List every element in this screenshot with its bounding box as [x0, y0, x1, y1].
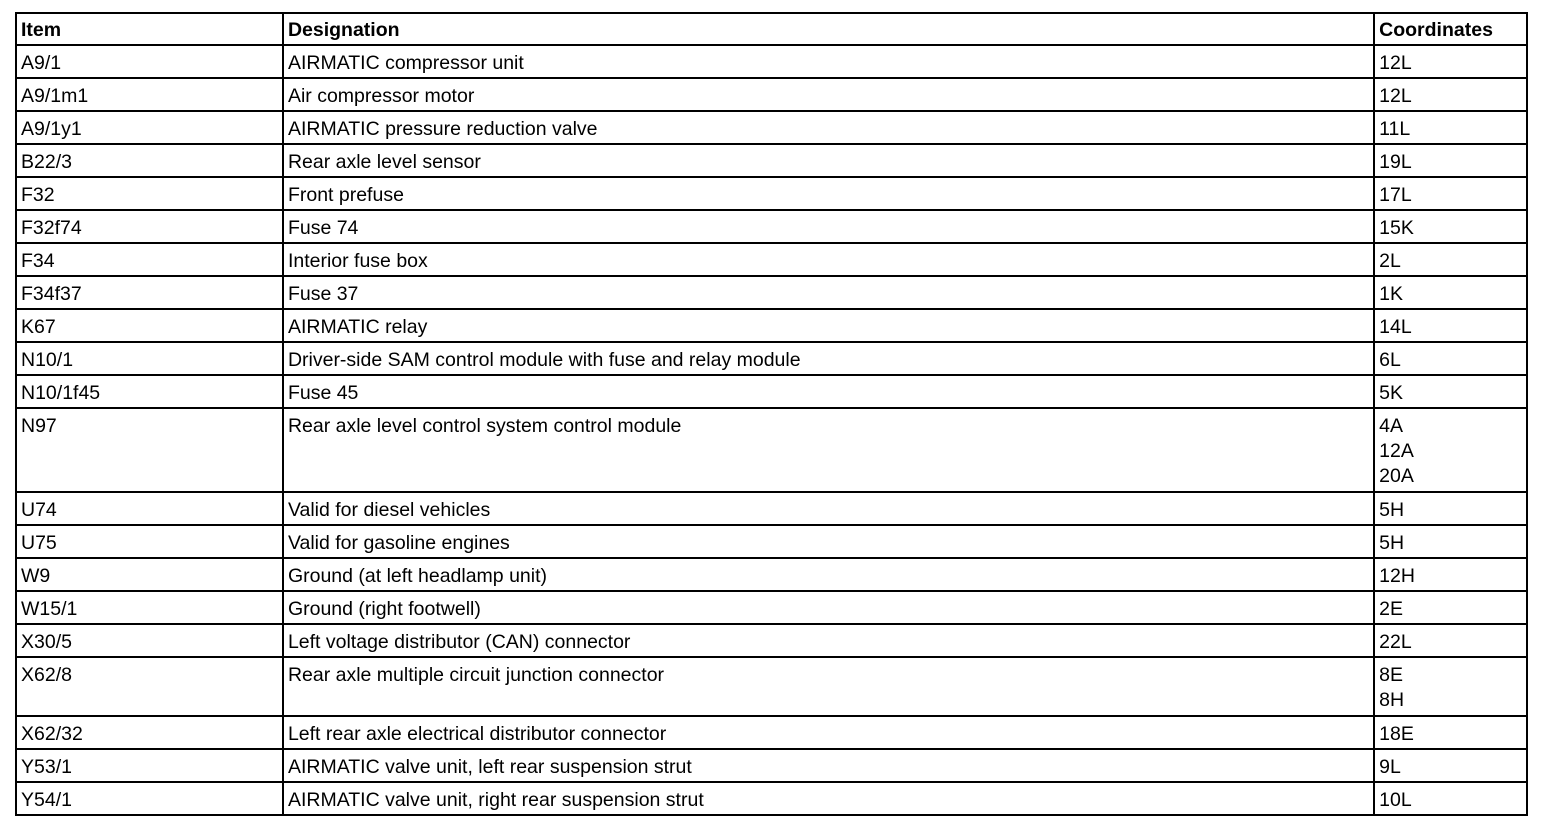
cell-item: X62/32 [16, 716, 283, 749]
table-row [16, 111, 1527, 144]
cell-item: A9/1y1 [16, 111, 283, 144]
table-row [16, 243, 1527, 276]
coordinate-value: 17L [1379, 184, 1412, 206]
cell-designation: Rear axle level sensor [283, 144, 1374, 177]
table-row [16, 716, 1527, 749]
cell-coordinates [1374, 45, 1527, 78]
cell-designation: AIRMATIC compressor unit [283, 45, 1374, 78]
table-row [16, 408, 1527, 492]
cell-item: Y54/1 [16, 782, 283, 815]
cell-coordinates [1374, 716, 1527, 749]
cell-designation: Fuse 45 [283, 375, 1374, 408]
cell-item: F34 [16, 243, 283, 276]
cell-designation: Left voltage distributor (CAN) connector [283, 624, 1374, 657]
coordinate-value: 6L [1379, 349, 1401, 371]
cell-designation: Rear axle level control system control module [283, 408, 1374, 492]
header-designation: Designation [283, 13, 1374, 45]
table-row [16, 558, 1527, 591]
cell-item: U74 [16, 492, 283, 525]
coordinate-value: 8E [1379, 664, 1404, 686]
coordinate-value: 5K [1379, 382, 1404, 404]
cell-coordinates [1374, 749, 1527, 782]
coordinate-value: 11L [1379, 118, 1411, 140]
cell-coordinates [1374, 558, 1527, 591]
coordinate-value: 9L [1379, 756, 1401, 778]
coordinate-value: 1K [1379, 283, 1404, 305]
cell-coordinates [1374, 342, 1527, 375]
coordinate-value: 8H [1379, 689, 1405, 711]
table-row [16, 78, 1527, 111]
table-row [16, 782, 1527, 815]
coordinate-value: 2L [1379, 250, 1401, 272]
cell-item: B22/3 [16, 144, 283, 177]
cell-coordinates [1374, 624, 1527, 657]
coordinate-value: 5H [1379, 532, 1405, 554]
cell-designation: Interior fuse box [283, 243, 1374, 276]
cell-designation: Fuse 37 [283, 276, 1374, 309]
cell-item: X62/8 [16, 657, 283, 716]
cell-coordinates [1374, 177, 1527, 210]
table-row [16, 657, 1527, 716]
cell-designation: AIRMATIC valve unit, left rear suspension strut [283, 749, 1374, 782]
coordinate-value: 12L [1379, 52, 1412, 74]
coordinate-value: 12L [1379, 85, 1412, 107]
header-coordinates: Coordinates [1374, 13, 1527, 45]
cell-item: N10/1f45 [16, 375, 283, 408]
header-row [16, 13, 1527, 45]
cell-designation: AIRMATIC relay [283, 309, 1374, 342]
cell-coordinates [1374, 657, 1527, 716]
cell-coordinates [1374, 144, 1527, 177]
cell-item: F32f74 [16, 210, 283, 243]
cell-designation: Air compressor motor [283, 78, 1374, 111]
table-row [16, 591, 1527, 624]
cell-item: N97 [16, 408, 283, 492]
coordinate-value: 15K [1379, 217, 1414, 239]
coordinate-value: 14L [1379, 316, 1412, 338]
table-row [16, 525, 1527, 558]
cell-coordinates [1374, 111, 1527, 144]
cell-item: Y53/1 [16, 749, 283, 782]
cell-coordinates [1374, 525, 1527, 558]
cell-designation: Valid for diesel vehicles [283, 492, 1374, 525]
cell-item: F32 [16, 177, 283, 210]
table-body [16, 45, 1527, 815]
cell-item: W15/1 [16, 591, 283, 624]
table-row [16, 210, 1527, 243]
cell-coordinates [1374, 591, 1527, 624]
table-row [16, 276, 1527, 309]
cell-item: N10/1 [16, 342, 283, 375]
coordinate-value: 22L [1379, 631, 1412, 653]
coordinate-value: 20A [1379, 465, 1414, 487]
cell-designation: Ground (right footwell) [283, 591, 1374, 624]
table-header [16, 13, 1527, 45]
cell-item: U75 [16, 525, 283, 558]
cell-coordinates [1374, 309, 1527, 342]
cell-designation: Left rear axle electrical distributor connector [283, 716, 1374, 749]
cell-item: A9/1m1 [16, 78, 283, 111]
table-row [16, 45, 1527, 78]
header-item: Item [16, 13, 283, 45]
table-row [16, 342, 1527, 375]
cell-designation: AIRMATIC valve unit, right rear suspension strut [283, 782, 1374, 815]
cell-designation: AIRMATIC pressure reduction valve [283, 111, 1374, 144]
table-row [16, 492, 1527, 525]
table-row [16, 624, 1527, 657]
coordinate-value: 19L [1379, 151, 1412, 173]
coordinate-value: 18E [1379, 723, 1414, 745]
cell-item: K67 [16, 309, 283, 342]
cell-item: W9 [16, 558, 283, 591]
cell-coordinates [1374, 492, 1527, 525]
cell-coordinates [1374, 408, 1527, 492]
cell-designation: Driver-side SAM control module with fuse and relay module [283, 342, 1374, 375]
cell-designation: Rear axle multiple circuit junction connector [283, 657, 1374, 716]
coordinate-value: 12A [1379, 440, 1414, 462]
cell-coordinates [1374, 782, 1527, 815]
cell-item: A9/1 [16, 45, 283, 78]
cell-item: X30/5 [16, 624, 283, 657]
coordinate-value: 10L [1379, 789, 1412, 811]
coordinate-value: 4A [1379, 415, 1404, 437]
coordinate-value: 12H [1379, 565, 1415, 587]
table-row [16, 177, 1527, 210]
cell-designation: Ground (at left headlamp unit) [283, 558, 1374, 591]
table-row [16, 144, 1527, 177]
table-row [16, 375, 1527, 408]
cell-coordinates [1374, 210, 1527, 243]
cell-designation: Front prefuse [283, 177, 1374, 210]
table-row [16, 749, 1527, 782]
cell-coordinates [1374, 375, 1527, 408]
cell-coordinates [1374, 243, 1527, 276]
table-row [16, 309, 1527, 342]
cell-coordinates [1374, 78, 1527, 111]
coordinate-value: 5H [1379, 499, 1405, 521]
cell-coordinates [1374, 276, 1527, 309]
cell-designation: Fuse 74 [283, 210, 1374, 243]
cell-item: F34f37 [16, 276, 283, 309]
cell-designation: Valid for gasoline engines [283, 525, 1374, 558]
coordinate-value: 2E [1379, 598, 1404, 620]
component-legend-table [15, 12, 1528, 816]
